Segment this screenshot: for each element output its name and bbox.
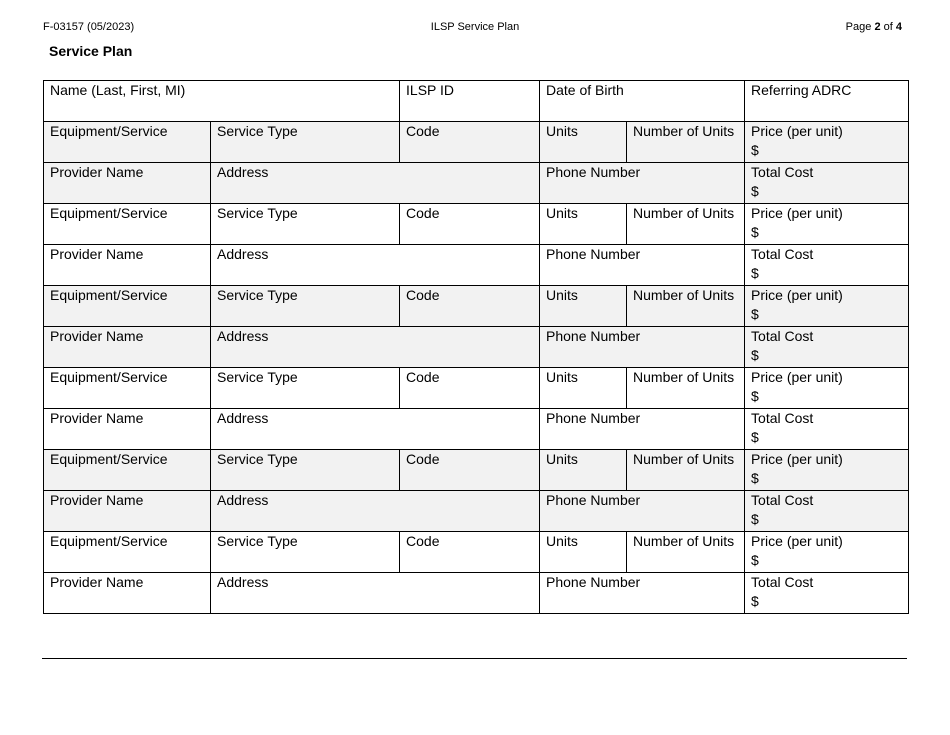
service-type-field[interactable] xyxy=(211,368,400,409)
phone-number-label: Phone Number xyxy=(546,492,641,508)
number-of-units-field[interactable] xyxy=(627,286,745,327)
total-cost-field[interactable] xyxy=(745,409,909,450)
number-of-units-field[interactable] xyxy=(627,450,745,491)
service-type-field[interactable] xyxy=(211,286,400,327)
units-label: Units xyxy=(546,451,578,467)
price-label: Price (per unit) xyxy=(751,123,843,139)
units-field[interactable] xyxy=(540,532,627,573)
date-of-birth-field[interactable] xyxy=(540,81,745,122)
price-currency: $ xyxy=(751,552,759,568)
equipment-service-field[interactable] xyxy=(44,532,211,573)
units-label: Units xyxy=(546,123,578,139)
price-field[interactable] xyxy=(745,368,909,409)
service-type-label: Service Type xyxy=(217,533,298,549)
equipment-service-label: Equipment/Service xyxy=(50,287,168,303)
total-cost-label: Total Cost xyxy=(751,410,814,426)
total-cost-label: Total Cost xyxy=(751,328,814,344)
total-cost-currency: $ xyxy=(751,347,759,363)
equipment-service-field[interactable] xyxy=(44,286,211,327)
provider-name-label: Provider Name xyxy=(50,410,144,426)
address-field[interactable] xyxy=(211,327,540,368)
equipment-service-label: Equipment/Service xyxy=(50,369,168,385)
code-label: Code xyxy=(406,123,440,139)
referring-adrc-label: Referring ADRC xyxy=(751,82,852,98)
units-label: Units xyxy=(546,369,578,385)
ilsp-id-label: ILSP ID xyxy=(406,82,455,98)
phone-number-label: Phone Number xyxy=(546,246,641,262)
page-current: 2 xyxy=(874,21,881,33)
units-field[interactable] xyxy=(540,368,627,409)
service-type-field[interactable] xyxy=(211,122,400,163)
provider-name-label: Provider Name xyxy=(50,328,144,344)
code-field[interactable] xyxy=(400,286,540,327)
service-type-field[interactable] xyxy=(211,204,400,245)
code-field[interactable] xyxy=(400,450,540,491)
equipment-service-label: Equipment/Service xyxy=(50,205,168,221)
address-label: Address xyxy=(217,328,269,344)
provider-row xyxy=(44,245,909,286)
number-of-units-label: Number of Units xyxy=(633,369,735,385)
name-label: Name (Last, First, MI) xyxy=(50,82,186,98)
number-of-units-field[interactable] xyxy=(627,122,745,163)
provider-name-field[interactable] xyxy=(44,409,211,450)
address-field[interactable] xyxy=(211,573,540,614)
provider-row xyxy=(44,327,909,368)
price-field[interactable] xyxy=(745,450,909,491)
phone-number-label: Phone Number xyxy=(546,574,641,590)
equipment-service-field[interactable] xyxy=(44,204,211,245)
units-field[interactable] xyxy=(540,450,627,491)
service-type-field[interactable] xyxy=(211,450,400,491)
service-type-field[interactable] xyxy=(211,532,400,573)
equipment-service-field[interactable] xyxy=(44,450,211,491)
number-of-units-label: Number of Units xyxy=(633,287,735,303)
provider-name-label: Provider Name xyxy=(50,574,144,590)
service-plan-table xyxy=(43,80,909,614)
code-label: Code xyxy=(406,451,440,467)
number-of-units-field[interactable] xyxy=(627,532,745,573)
address-field[interactable] xyxy=(211,491,540,532)
total-cost-label: Total Cost xyxy=(751,492,814,508)
provider-row xyxy=(44,573,909,614)
phone-number-field[interactable] xyxy=(540,409,745,450)
code-field[interactable] xyxy=(400,122,540,163)
service-type-label: Service Type xyxy=(217,205,298,221)
total-cost-label: Total Cost xyxy=(751,164,814,180)
provider-row xyxy=(44,491,909,532)
price-label: Price (per unit) xyxy=(751,205,843,221)
service-type-label: Service Type xyxy=(217,369,298,385)
provider-name-field[interactable] xyxy=(44,245,211,286)
address-label: Address xyxy=(217,410,269,426)
footer-divider xyxy=(42,658,907,659)
address-label: Address xyxy=(217,574,269,590)
units-field[interactable] xyxy=(540,286,627,327)
provider-name-label: Provider Name xyxy=(50,164,144,180)
code-label: Code xyxy=(406,533,440,549)
price-currency: $ xyxy=(751,470,759,486)
total-cost-currency: $ xyxy=(751,183,759,199)
code-label: Code xyxy=(406,205,440,221)
provider-name-field[interactable] xyxy=(44,163,211,204)
date-of-birth-label: Date of Birth xyxy=(546,82,624,98)
equipment-service-field[interactable] xyxy=(44,368,211,409)
equipment-service-label: Equipment/Service xyxy=(50,451,168,467)
units-label: Units xyxy=(546,533,578,549)
phone-number-field[interactable] xyxy=(540,491,745,532)
code-field[interactable] xyxy=(400,368,540,409)
price-label: Price (per unit) xyxy=(751,287,843,303)
total-cost-field[interactable] xyxy=(745,491,909,532)
number-of-units-label: Number of Units xyxy=(633,205,735,221)
price-field[interactable] xyxy=(745,204,909,245)
total-cost-field[interactable] xyxy=(745,163,909,204)
page-indicator xyxy=(846,21,902,34)
equipment-service-label: Equipment/Service xyxy=(50,123,168,139)
number-of-units-label: Number of Units xyxy=(633,451,735,467)
total-cost-currency: $ xyxy=(751,593,759,609)
price-field[interactable] xyxy=(745,286,909,327)
provider-name-field[interactable] xyxy=(44,573,211,614)
service-row xyxy=(44,122,909,163)
name-field[interactable] xyxy=(44,81,400,122)
service-row xyxy=(44,368,909,409)
price-currency: $ xyxy=(751,224,759,240)
number-of-units-label: Number of Units xyxy=(633,123,735,139)
service-row xyxy=(44,450,909,491)
phone-number-label: Phone Number xyxy=(546,164,641,180)
units-field[interactable] xyxy=(540,122,627,163)
price-label: Price (per unit) xyxy=(751,533,843,549)
phone-number-label: Phone Number xyxy=(546,410,641,426)
price-field[interactable] xyxy=(745,532,909,573)
address-label: Address xyxy=(217,246,269,262)
ilsp-id-field[interactable] xyxy=(400,81,540,122)
service-row xyxy=(44,204,909,245)
number-of-units-label: Number of Units xyxy=(633,533,735,549)
phone-number-field[interactable] xyxy=(540,327,745,368)
address-field[interactable] xyxy=(211,409,540,450)
address-label: Address xyxy=(217,164,269,180)
provider-row xyxy=(44,163,909,204)
referring-adrc-field[interactable] xyxy=(745,81,909,122)
price-currency: $ xyxy=(751,388,759,404)
address-field[interactable] xyxy=(211,163,540,204)
equipment-service-field[interactable] xyxy=(44,122,211,163)
total-cost-currency: $ xyxy=(751,511,759,527)
phone-number-label: Phone Number xyxy=(546,328,641,344)
service-row xyxy=(44,532,909,573)
code-label: Code xyxy=(406,287,440,303)
page-total: 4 xyxy=(895,21,902,33)
document-title: ILSP Service Plan xyxy=(430,21,520,33)
total-cost-field[interactable] xyxy=(745,573,909,614)
provider-row xyxy=(44,409,909,450)
service-row xyxy=(44,286,909,327)
code-label: Code xyxy=(406,369,440,385)
price-label: Price (per unit) xyxy=(751,369,843,385)
code-field[interactable] xyxy=(400,532,540,573)
total-cost-field[interactable] xyxy=(745,245,909,286)
phone-number-field[interactable] xyxy=(540,245,745,286)
total-cost-currency: $ xyxy=(751,429,759,445)
provider-name-field[interactable] xyxy=(44,491,211,532)
provider-name-label: Provider Name xyxy=(50,246,144,262)
provider-name-field[interactable] xyxy=(44,327,211,368)
units-label: Units xyxy=(546,287,578,303)
number-of-units-field[interactable] xyxy=(627,368,745,409)
total-cost-label: Total Cost xyxy=(751,574,814,590)
page-prefix: Page xyxy=(845,21,872,33)
units-field[interactable] xyxy=(540,204,627,245)
address-field[interactable] xyxy=(211,245,540,286)
participant-row xyxy=(44,81,909,122)
code-field[interactable] xyxy=(400,204,540,245)
service-type-label: Service Type xyxy=(217,287,298,303)
service-type-label: Service Type xyxy=(217,451,298,467)
phone-number-field[interactable] xyxy=(540,163,745,204)
provider-name-label: Provider Name xyxy=(50,492,144,508)
price-currency: $ xyxy=(751,142,759,158)
number-of-units-field[interactable] xyxy=(627,204,745,245)
phone-number-field[interactable] xyxy=(540,573,745,614)
price-field[interactable] xyxy=(745,122,909,163)
section-title: Service Plan xyxy=(49,43,133,59)
equipment-service-label: Equipment/Service xyxy=(50,533,168,549)
total-cost-label: Total Cost xyxy=(751,246,814,262)
service-type-label: Service Type xyxy=(217,123,298,139)
address-label: Address xyxy=(217,492,269,508)
units-label: Units xyxy=(546,205,578,221)
page-of: of xyxy=(883,21,893,33)
total-cost-currency: $ xyxy=(751,265,759,281)
price-currency: $ xyxy=(751,306,759,322)
price-label: Price (per unit) xyxy=(751,451,843,467)
total-cost-field[interactable] xyxy=(745,327,909,368)
form-id: F-03157 (05/2023) xyxy=(43,21,135,33)
